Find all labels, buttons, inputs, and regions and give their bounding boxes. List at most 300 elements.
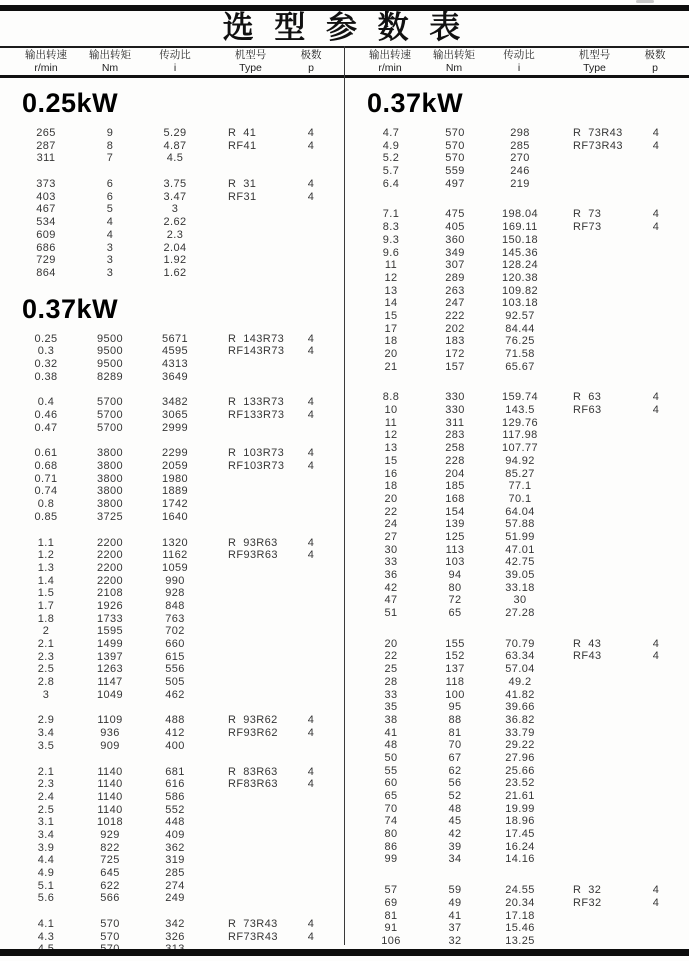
cell-type: R 83R63 (228, 765, 278, 778)
cell-ratio: 33.18 (505, 581, 535, 594)
cell-type: RF133R73 (228, 409, 285, 421)
cell-poles (638, 544, 674, 557)
cell-output-torque: 330 (445, 404, 465, 417)
cell-poles (293, 867, 329, 880)
cell-ratio: 4.87 (163, 139, 187, 152)
cell-poles: 4 (652, 139, 660, 152)
table-row (345, 676, 689, 689)
table-row (0, 638, 344, 651)
cell-ratio: 128.24 (501, 259, 539, 272)
table-row (0, 816, 344, 829)
table-row (345, 208, 689, 221)
cell-type (553, 417, 638, 430)
cell-type (208, 892, 293, 905)
cell-poles (293, 587, 329, 600)
cell-type (553, 361, 638, 374)
cell-output-speed: 4.9 (382, 139, 400, 152)
cell-type (553, 777, 638, 790)
cell-ratio: 63.34 (505, 650, 535, 663)
cell-output-speed: 1.3 (37, 561, 55, 574)
table-row (345, 727, 689, 740)
cell-output-speed: 22 (384, 650, 398, 663)
cell-output-torque: 49 (448, 896, 462, 909)
cell-type: RF43 (573, 650, 602, 663)
cell-ratio: 41.82 (505, 688, 535, 701)
cell-output-torque: 360 (445, 233, 465, 246)
cell-ratio: 24.55 (505, 884, 535, 897)
table-row (345, 417, 689, 430)
cell-ratio: 17.45 (505, 828, 535, 841)
cell-output-torque: 3 (106, 266, 114, 279)
cell-type (553, 544, 638, 557)
cell-ratio: 29.22 (505, 739, 535, 752)
cell-ratio: 763 (165, 612, 185, 625)
table-row (0, 498, 344, 511)
cell-output-torque: 157 (445, 360, 465, 373)
cell-poles (638, 803, 674, 816)
cell-output-torque: 622 (100, 879, 120, 892)
header-output-torque (422, 48, 486, 75)
table-row (345, 442, 689, 455)
cell-output-speed: 1.4 (37, 574, 55, 587)
cell-output-torque: 3800 (96, 460, 124, 473)
cell-type (208, 804, 293, 817)
cell-type (553, 259, 638, 272)
cell-ratio: 129.76 (501, 416, 539, 429)
cell-output-speed: 11 (384, 416, 398, 429)
header-ratio (142, 48, 208, 75)
cell-output-speed: 18 (384, 480, 398, 493)
cell-output-torque: 168 (445, 492, 465, 505)
cell-output-speed: 0.85 (34, 510, 58, 523)
cell-output-torque: 48 (448, 802, 462, 815)
ratio-group (345, 391, 689, 619)
cell-type (553, 569, 638, 582)
cell-output-torque: 570 (445, 152, 465, 165)
cell-output-torque: 2200 (96, 549, 124, 562)
cell-ratio: 1162 (162, 549, 188, 562)
cell-poles (293, 267, 329, 280)
cell-ratio: 1742 (161, 498, 189, 511)
cell-poles (638, 727, 674, 740)
cell-output-torque: 81 (448, 726, 462, 739)
cell-ratio: 36.82 (505, 713, 535, 726)
cell-output-torque: 6 (106, 190, 114, 203)
cell-poles: 4 (307, 127, 315, 139)
cell-ratio: 47.01 (505, 543, 535, 556)
cell-ratio: 2299 (161, 447, 189, 460)
cell-type (208, 791, 293, 804)
cell-output-torque: 9500 (96, 357, 124, 370)
cell-ratio: 2.04 (163, 241, 187, 254)
cell-type (208, 254, 293, 267)
cell-output-torque: 3800 (96, 498, 124, 511)
cell-output-torque: 1397 (96, 650, 124, 663)
cell-output-speed: 38 (384, 713, 398, 726)
cell-ratio: 117.98 (502, 429, 538, 442)
table-row (0, 254, 344, 267)
header-output-torque-cn: 输出转矩 (89, 49, 131, 61)
cell-output-torque: 32 (448, 934, 462, 947)
cell-output-speed: 28 (384, 675, 398, 688)
table-row (0, 473, 344, 486)
table-row (0, 409, 344, 422)
cell-ratio: 848 (165, 599, 185, 612)
cell-type: RF103R73 (228, 460, 285, 473)
cell-output-torque: 258 (445, 442, 465, 455)
cell-type (208, 638, 293, 651)
table-row (0, 829, 344, 842)
cell-poles: 4 (652, 127, 660, 139)
table-row (345, 663, 689, 676)
parameter-table (0, 46, 689, 949)
cell-type (208, 575, 293, 588)
cell-poles (293, 371, 329, 384)
cell-type (553, 455, 638, 468)
cell-output-speed: 373 (36, 178, 56, 191)
cell-type (208, 242, 293, 255)
cell-ratio: 85.27 (505, 467, 535, 480)
cell-output-speed: 20 (384, 348, 398, 360)
cell-ratio: 249 (165, 892, 185, 905)
cell-output-speed: 1.5 (37, 587, 55, 600)
cell-ratio: 64.04 (505, 505, 535, 518)
table-row (345, 468, 689, 481)
cell-ratio: 285 (165, 867, 185, 879)
cell-output-speed: 0.3 (37, 345, 55, 358)
cell-output-torque: 405 (445, 221, 465, 234)
cell-output-torque: 475 (445, 208, 465, 221)
table-column-left (0, 78, 344, 956)
table-row (0, 267, 344, 280)
cell-type (553, 152, 638, 165)
cell-ratio: 319 (165, 854, 185, 867)
cell-output-speed: 3.4 (37, 727, 55, 740)
cell-type (553, 676, 638, 689)
cell-output-torque: 307 (445, 259, 465, 272)
cell-output-torque: 929 (100, 828, 120, 841)
table-row (0, 587, 344, 600)
cell-type (553, 727, 638, 740)
cell-ratio: 586 (165, 790, 185, 803)
cell-output-speed: 48 (384, 739, 398, 752)
cell-type (208, 651, 293, 664)
table-row (0, 766, 344, 779)
cell-output-speed: 311 (36, 152, 56, 165)
cell-output-torque: 9500 (96, 345, 124, 358)
cell-output-speed: 3 (42, 688, 50, 701)
cell-output-torque: 34 (448, 853, 462, 866)
cell-type (553, 828, 638, 841)
cell-output-torque: 3 (106, 254, 114, 267)
cell-poles (293, 485, 329, 498)
table-row (345, 361, 689, 374)
cell-ratio: 57.04 (505, 663, 535, 676)
cell-ratio: 556 (165, 663, 185, 676)
table-row (345, 152, 689, 165)
cell-type: RF73R43 (573, 139, 623, 152)
cell-poles (293, 740, 329, 753)
cell-ratio: 5.29 (163, 127, 187, 139)
cell-ratio: 107.77 (501, 442, 539, 455)
cell-ratio: 27.96 (505, 751, 535, 764)
cell-ratio: 702 (165, 625, 185, 638)
cell-output-speed: 686 (36, 241, 56, 254)
cell-type (553, 442, 638, 455)
cell-type: R 143R73 (228, 332, 285, 345)
table-row (0, 447, 344, 460)
table-row (345, 297, 689, 310)
cell-ratio: 412 (165, 727, 185, 740)
cell-poles: 4 (652, 208, 660, 221)
cell-output-speed: 0.4 (37, 396, 55, 409)
cell-ratio: 1.92 (163, 254, 187, 267)
cell-poles (638, 165, 674, 178)
cell-output-speed: 8.3 (382, 221, 400, 234)
header-poles-cn: 极数 (644, 49, 666, 61)
page-title: 选 型 参 数 表 (222, 10, 467, 45)
cell-type (208, 663, 293, 676)
table-row (0, 727, 344, 740)
table-row (0, 651, 344, 664)
cell-output-torque: 94 (448, 569, 462, 581)
header-output-speed-cn: 输出转速 (369, 49, 411, 61)
cell-output-speed: 0.74 (34, 485, 58, 498)
cell-output-torque: 152 (445, 650, 465, 663)
cell-output-speed: 17 (384, 322, 398, 335)
cell-type (208, 600, 293, 613)
cell-poles: 4 (307, 139, 315, 152)
cell-poles (638, 582, 674, 595)
cell-poles: 4 (652, 221, 660, 234)
cell-poles (638, 506, 674, 519)
cell-output-speed: 15 (384, 309, 398, 322)
cell-output-torque: 570 (445, 139, 465, 152)
cell-output-speed: 55 (384, 764, 398, 777)
cell-output-speed: 18 (384, 335, 398, 348)
cell-type (553, 803, 638, 816)
cell-type: R 73 (573, 208, 602, 221)
cell-output-torque: 936 (100, 727, 120, 740)
cell-output-torque: 1147 (97, 676, 123, 689)
cell-poles (293, 358, 329, 371)
cell-ratio: 70.79 (505, 637, 535, 650)
cell-output-speed: 3.4 (37, 828, 55, 841)
table-row (345, 404, 689, 417)
cell-output-speed: 50 (384, 751, 398, 764)
cell-type (208, 613, 293, 626)
cell-output-torque: 4 (106, 216, 114, 229)
cell-ratio: 94.92 (505, 454, 535, 467)
cell-output-torque: 330 (445, 391, 465, 404)
cell-poles: 4 (307, 345, 315, 358)
power-section-heading: 0.37kW (367, 88, 464, 118)
cell-output-torque: 154 (445, 505, 465, 518)
cell-type: RF32 (573, 896, 602, 909)
cell-output-speed: 106 (381, 934, 401, 947)
cell-poles: 4 (307, 536, 315, 549)
cell-output-torque: 8 (106, 139, 114, 152)
cell-ratio: 552 (165, 803, 185, 816)
cell-poles (293, 498, 329, 511)
table-row (0, 778, 344, 791)
header-ratio-cn: 传动比 (159, 49, 191, 61)
cell-output-torque: 183 (445, 335, 465, 348)
cell-ratio: 57.88 (505, 518, 535, 531)
cell-poles (638, 429, 674, 442)
cell-poles: 4 (307, 918, 315, 931)
cell-poles (638, 594, 674, 607)
cell-ratio: 16.24 (505, 840, 535, 853)
cell-output-speed: 14 (384, 297, 398, 310)
ratio-group (0, 127, 344, 165)
cell-poles (293, 254, 329, 267)
center-divider (344, 46, 345, 945)
bottom-divider (0, 949, 689, 956)
cell-output-speed: 265 (36, 127, 56, 139)
table-header-right (344, 48, 688, 75)
cell-poles (638, 853, 674, 866)
cell-ratio: 326 (165, 930, 185, 943)
table-row (345, 701, 689, 714)
cell-output-speed: 74 (384, 815, 398, 828)
cell-type (208, 511, 293, 524)
cell-output-torque: 3800 (96, 485, 124, 498)
header-ratio-unit: i (517, 62, 521, 74)
cell-output-speed: 2 (42, 625, 50, 638)
power-section-heading: 0.37kW (22, 293, 119, 324)
cell-output-speed: 0.25 (34, 332, 58, 345)
cell-poles (638, 518, 674, 531)
cell-output-torque: 5700 (96, 396, 124, 409)
cell-poles (293, 152, 329, 165)
header-output-speed-cn: 输出转速 (25, 49, 67, 61)
cell-ratio: 39.05 (505, 569, 535, 581)
cell-type: R 93R62 (228, 714, 278, 727)
cell-type: R 31 (228, 178, 257, 191)
cell-ratio: 990 (165, 574, 185, 587)
table-row (345, 348, 689, 361)
cell-poles (638, 480, 674, 493)
cell-output-speed: 534 (36, 216, 56, 229)
cell-poles (293, 216, 329, 229)
cell-poles (638, 739, 674, 752)
cell-output-speed: 6.4 (382, 177, 400, 190)
table-row (345, 259, 689, 272)
cell-output-speed: 9.3 (382, 233, 400, 246)
cell-output-torque: 72 (448, 594, 462, 607)
cell-type: R 41 (228, 127, 257, 139)
cell-output-torque: 70 (448, 739, 462, 752)
cell-output-torque: 1018 (96, 816, 124, 829)
cell-type (553, 480, 638, 493)
cell-ratio: 51.99 (505, 530, 535, 543)
cell-poles (293, 880, 329, 893)
cell-output-torque: 909 (100, 739, 120, 752)
table-row (345, 531, 689, 544)
cell-output-torque: 113 (445, 543, 465, 556)
cell-output-speed: 609 (36, 228, 56, 241)
header-poles-unit: p (652, 62, 658, 74)
table-row (345, 221, 689, 234)
table-row (345, 638, 689, 651)
cell-type: R 32 (573, 884, 602, 897)
cell-output-speed: 0.32 (34, 357, 58, 370)
cell-ratio: 616 (165, 778, 185, 791)
cell-output-torque: 65 (448, 607, 462, 620)
header-type-cn: 机型号 (578, 49, 611, 61)
cell-ratio: 448 (165, 816, 185, 829)
header-output-speed-unit: r/min (34, 62, 58, 74)
cell-output-torque: 1733 (96, 612, 124, 625)
cell-poles (293, 816, 329, 829)
cell-output-speed: 60 (384, 777, 398, 790)
cell-type (553, 531, 638, 544)
cell-poles (293, 511, 329, 524)
cell-output-torque: 1140 (97, 803, 123, 816)
cell-ratio: 150.18 (501, 233, 539, 246)
table-row (345, 178, 689, 191)
cell-ratio: 274 (165, 879, 185, 892)
table-row (0, 127, 344, 140)
cell-output-torque: 5700 (96, 409, 124, 421)
header-ratio-unit: i (173, 62, 177, 74)
cell-output-torque: 67 (448, 751, 462, 764)
cell-output-speed: 80 (384, 828, 398, 841)
cell-output-speed: 2.5 (37, 803, 55, 816)
cell-type (553, 910, 638, 923)
cell-output-torque: 1109 (97, 714, 123, 727)
cell-ratio: 3482 (161, 396, 189, 409)
cell-output-speed: 2.3 (37, 650, 55, 663)
cell-output-torque: 1140 (97, 778, 123, 791)
cell-type: R 73R43 (228, 918, 278, 931)
cell-output-speed: 2.4 (37, 790, 55, 803)
table-row (345, 594, 689, 607)
cell-output-speed: 30 (384, 543, 398, 556)
cell-type (553, 165, 638, 178)
cell-type (553, 714, 638, 727)
cell-output-speed: 3.5 (37, 739, 55, 752)
cell-poles (293, 892, 329, 905)
cell-ratio: 70.1 (508, 492, 532, 505)
cell-type: R 93R63 (228, 536, 278, 549)
cell-poles (638, 442, 674, 455)
cell-type (208, 267, 293, 280)
cell-output-speed: 287 (36, 139, 56, 152)
header-type (552, 48, 637, 75)
cell-output-torque: 137 (445, 663, 465, 676)
cell-output-speed: 5.2 (382, 152, 400, 165)
cell-output-speed: 2.8 (37, 676, 55, 689)
cell-poles (638, 841, 674, 854)
cell-ratio: 2.62 (163, 216, 187, 229)
cell-ratio: 4.5 (166, 152, 184, 165)
table-row (345, 884, 689, 897)
cell-ratio: 3065 (161, 409, 189, 421)
ratio-group (0, 333, 344, 384)
cell-type: RF143R73 (228, 345, 285, 358)
cell-output-torque: 5 (106, 203, 114, 216)
cell-type (208, 485, 293, 498)
cell-poles: 4 (652, 884, 660, 897)
table-row (345, 310, 689, 323)
cell-poles (638, 910, 674, 923)
cell-ratio: 39.66 (505, 701, 535, 714)
table-row (345, 582, 689, 595)
cell-type: R 73R43 (573, 127, 623, 139)
cell-output-speed: 70 (384, 802, 398, 815)
